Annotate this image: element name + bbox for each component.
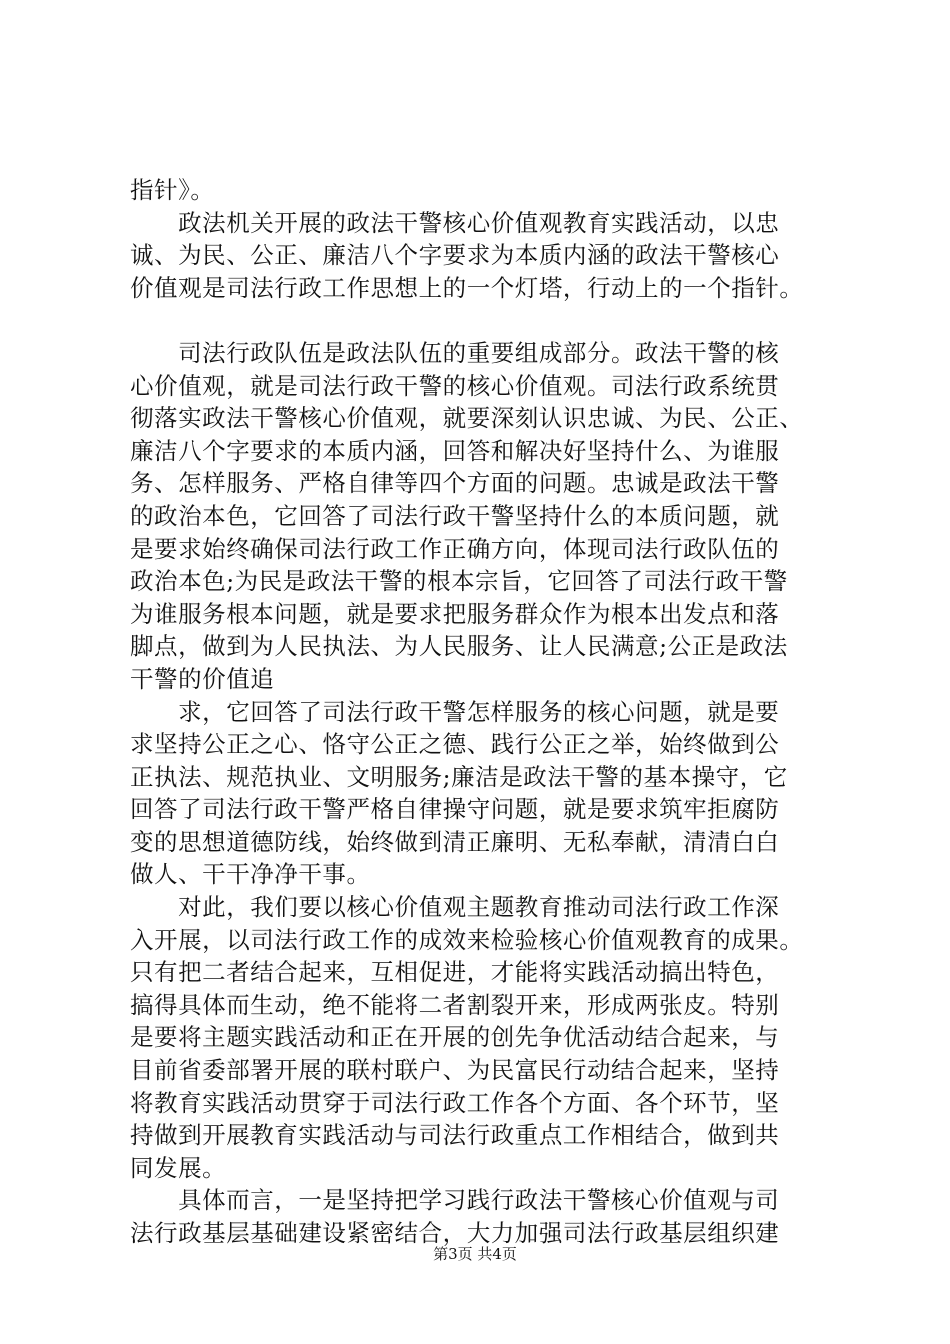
document-body bbox=[130, 174, 830, 1250]
text-line: 脚点，做到为人民执法、为人民服务、让人民满意;公正是政法 bbox=[130, 632, 788, 661]
text-line: 为谁服务根本问题，就是要求把服务群众作为根本出发点和落 bbox=[130, 599, 780, 628]
text-line: 将教育实践活动贯穿于司法行政工作各个方面、各个环节，坚 bbox=[130, 1088, 780, 1117]
text-line: 是要求始终确保司法行政工作正确方向，体现司法行政队伍的 bbox=[130, 534, 780, 563]
text-line: 廉洁八个字要求的本质内涵，回答和解决好坚持什么、为谁服 bbox=[130, 436, 780, 465]
text-line: 价值观是司法行政工作思想上的一个灯塔，行动上的一个指针。 bbox=[130, 273, 804, 302]
text-line: 政治本色;为民是政法干警的根本宗旨，它回答了司法行政干警 bbox=[130, 567, 788, 596]
text-line: 搞得具体而生动，绝不能将二者割裂开来，形成两张皮。特别 bbox=[130, 990, 780, 1019]
text-line: 求坚持公正之心、恪守公正之德、践行公正之举，始终做到公 bbox=[130, 730, 780, 759]
text-line: 心价值观，就是司法行政干警的核心价值观。司法行政系统贯 bbox=[130, 371, 780, 400]
text-line: 求，它回答了司法行政干警怎样服务的核心问题，就是要 bbox=[130, 697, 780, 726]
text-line: 干警的价值追 bbox=[130, 664, 275, 693]
text-line: 是要将主题实践活动和正在开展的创先争优活动结合起来，与 bbox=[130, 1023, 780, 1052]
text-line: 变的思想道德防线，始终做到清正廉明、无私奉献，清清白白 bbox=[130, 827, 780, 856]
text-line: 持做到开展教育实践活动与司法行政重点工作相结合，做到共 bbox=[130, 1121, 780, 1150]
text-line: 务、怎样服务、严格自律等四个方面的问题。忠诚是政法干警 bbox=[130, 469, 780, 498]
text-line: 同发展。 bbox=[130, 1153, 227, 1182]
text-line: 司法行政队伍是政法队伍的重要组成部分。政法干警的核 bbox=[130, 338, 780, 367]
text-line: 正执法、规范执业、文明服务;廉洁是政法干警的基本操守，它 bbox=[130, 762, 788, 791]
text-line: 的政治本色，它回答了司法行政干警坚持什么的本质问题，就 bbox=[130, 501, 780, 530]
text-line: 诚、为民、公正、廉洁八个字要求为本质内涵的政法干警核心 bbox=[130, 241, 780, 270]
text-line: 政法机关开展的政法干警核心价值观教育实践活动，以忠 bbox=[130, 208, 780, 237]
text-line: 法行政基层基础建设紧密结合，大力加强司法行政基层组织建 bbox=[130, 1219, 780, 1247]
text-line: 入开展，以司法行政工作的成效来检验核心价值观教育的成果。 bbox=[130, 925, 804, 954]
text-line bbox=[130, 304, 830, 337]
text-line: 彻落实政法干警核心价值观，就要深刻认识忠诚、为民、公正、 bbox=[130, 404, 804, 433]
text-line: 回答了司法行政干警严格自律操守问题，就是要求筑牢拒腐防 bbox=[130, 795, 780, 824]
text-line: 具体而言，一是坚持把学习践行政法干警核心价值观与司 bbox=[130, 1186, 780, 1215]
text-line: 目前省委部署开展的联村联户、为民富民行动结合起来，坚持 bbox=[130, 1056, 780, 1085]
text-line: 指针》。 bbox=[130, 176, 215, 204]
text-line: 只有把二者结合起来，互相促进，才能将实践活动搞出特色， bbox=[130, 958, 780, 987]
text-line: 做人、干干净净干事。 bbox=[130, 860, 371, 889]
page-footer: 第3页 共4页 bbox=[433, 1245, 517, 1263]
text-line: 对此，我们要以核心价值观主题教育推动司法行政工作深 bbox=[130, 893, 780, 922]
